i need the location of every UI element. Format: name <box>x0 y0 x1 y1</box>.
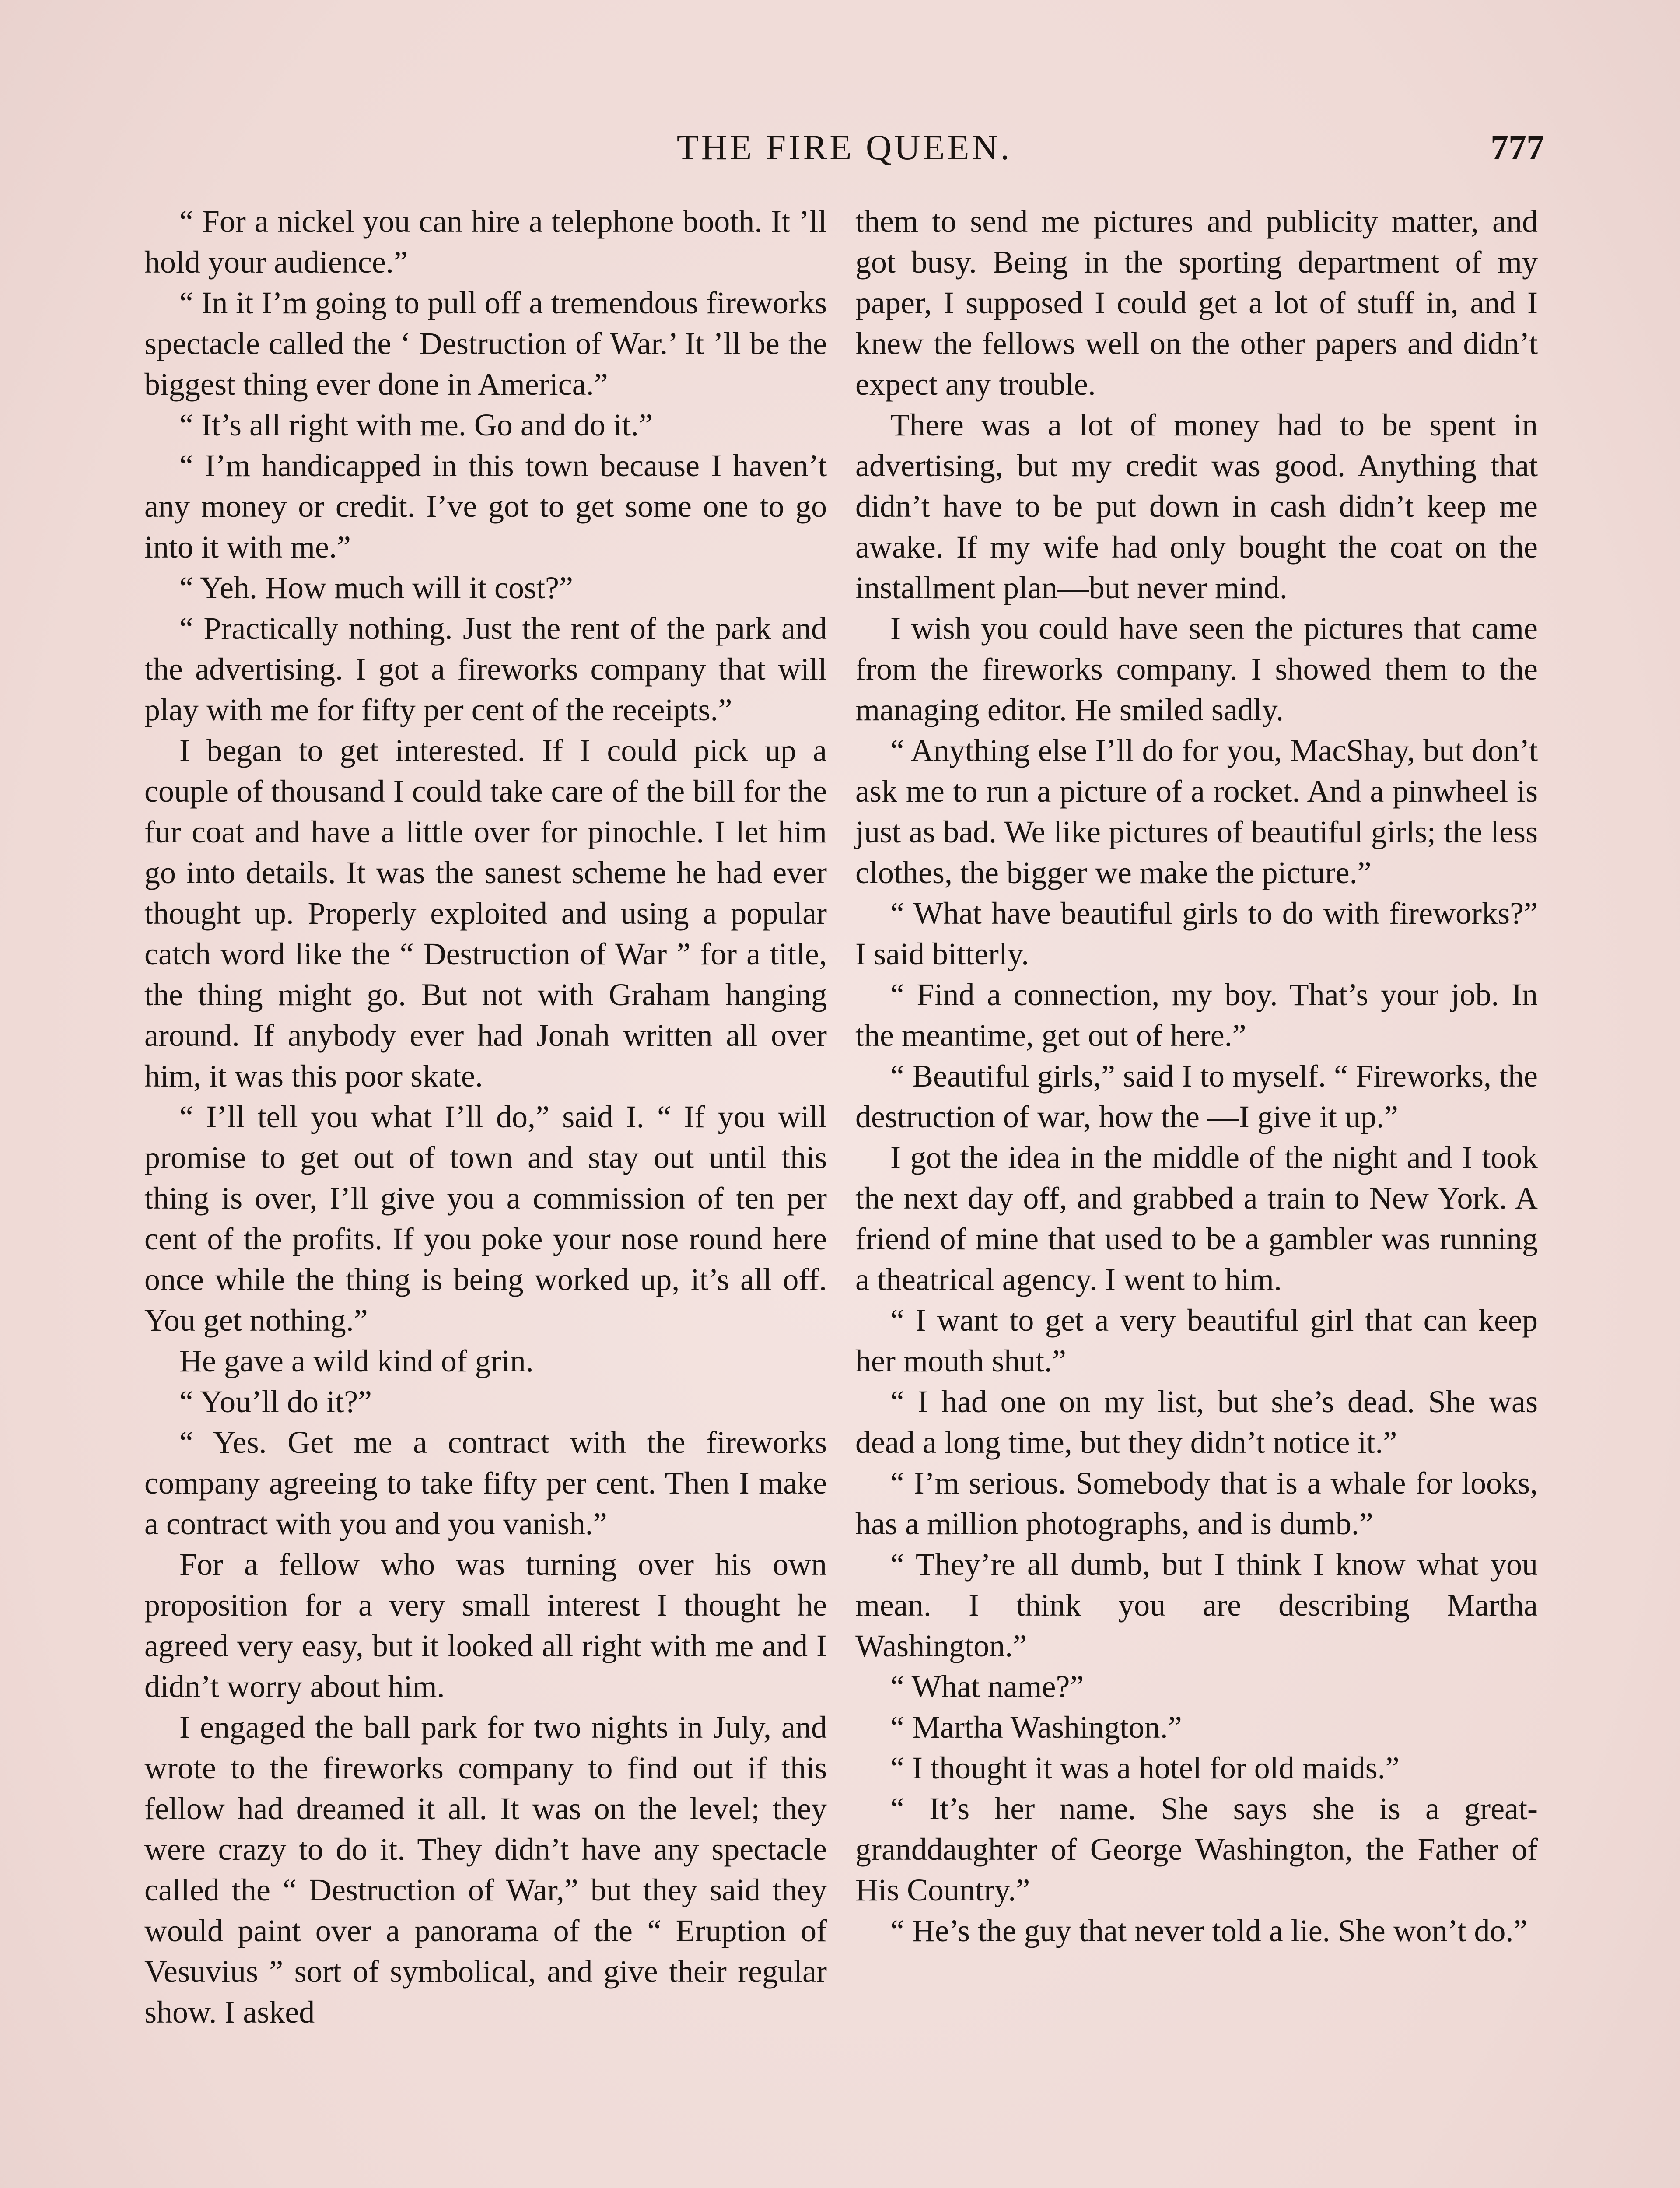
paragraph: “ Yes. Get me a contract with the fireworks company agreeing to take fifty per cent. Then I make a contract with you and you vanish.” <box>144 1425 827 1541</box>
right-column <box>855 201 1538 1951</box>
paragraph: “ I’m serious. Somebody that is a whale for looks, has a million photographs, and is dumb.” <box>855 1466 1538 1541</box>
left-column <box>144 201 827 2033</box>
paragraph: “ Find a connection, my boy. That’s your job. In the meantime, get out of here.” <box>855 977 1538 1053</box>
page-number: 777 <box>1491 127 1544 167</box>
paragraph: “ It’s her name. She says she is a great-granddaughter of George Washington, the Father of His Country.” <box>855 1791 1538 1907</box>
paragraph: For a fellow who was turning over his own proposition for a very small interest I thought he agreed very easy, but it looked all right with me and I didn’t worry about him. <box>144 1547 827 1704</box>
paragraph: “ In it I’m going to pull off a tremendous fireworks spectacle called the ‘ Destruction of War.’ It ’ll be the biggest thing ever done in America.” <box>144 285 827 402</box>
paragraph: “ For a nickel you can hire a telephone booth. It ’ll hold your audience.” <box>144 204 827 280</box>
paragraph: “ He’s the guy that never told a lie. She won’t do.” <box>890 1913 1528 1948</box>
paragraph: “ What name?” <box>890 1669 1084 1704</box>
paragraph: He gave a wild kind of grin. <box>179 1343 534 1378</box>
paragraph: “ Practically nothing. Just the rent of the park and the advertising. I got a fireworks company that will play with me for fifty per cent of the receipts.” <box>144 611 827 727</box>
paragraph: “ What have beautiful girls to do with fireworks?” I said bitterly. <box>855 896 1538 971</box>
page-header <box>144 127 1544 175</box>
paragraph: “ I’m handicapped in this town because I haven’t any money or credit. I’ve got to get some one to go into it with me.” <box>144 448 827 565</box>
paragraph: “ Beautiful girls,” said I to myself. “ Fireworks, the destruction of war, how the —I give it up.” <box>855 1059 1538 1134</box>
paragraph: “ It’s all right with me. Go and do it.” <box>179 407 653 442</box>
paragraph: “ Yeh. How much will it cost?” <box>179 570 573 605</box>
paragraph: “ I had one on my list, but she’s dead. She was dead a long time, but they didn’t notice it.” <box>855 1384 1538 1460</box>
paragraph: I wish you could have seen the pictures that came from the fireworks company. I showed them to the managing editor. He smiled sadly. <box>855 611 1538 727</box>
paragraph: I got the idea in the middle of the night and I took the next day off, and grabbed a train to New York. A friend of mine that used to be a gambler was running a theatrical agency. I went to him. <box>855 1140 1538 1297</box>
paragraph: “ Anything else I’ll do for you, MacShay, but don’t ask me to run a picture of a rocket. And a pinwheel is just as bad. We like pictures of beautiful girls; the less clothes, the bigger we make the picture.” <box>855 733 1538 890</box>
paragraph: There was a lot of money had to be spent in advertising, but my credit was good. Anything that didn’t have to be put down in cash didn’t keep me awake. If my wife had only bought the coat on the installment plan—but never mind. <box>855 407 1538 605</box>
paragraph: “ Martha Washington.” <box>890 1710 1182 1745</box>
paragraph: I engaged the ball park for two nights in July, and wrote to the fireworks company to find out if this fellow had dreamed it all. It was on the level; they were crazy to do it. They didn’t have any spectacle called the “ Destruction of War,” but they said they would paint over a panorama of the “ Eruption of Vesuvius ” sort of symbolical, and give their regular show. I asked <box>144 1710 827 2030</box>
paragraph: “ You’ll do it?” <box>179 1384 372 1419</box>
paragraph: “ They’re all dumb, but I think I know what you mean. I think you are describing Martha Washington.” <box>855 1547 1538 1663</box>
paragraph: “ I’ll tell you what I’ll do,” said I. “ If you will promise to get out of town and stay out until this thing is over, I’ll give you a commission of ten per cent of the profits. If you poke your nose round here once while the thing is being worked up, it’s all off. You get nothing.” <box>144 1099 827 1338</box>
running-head: THE FIRE QUEEN. <box>676 127 1012 167</box>
paragraph: “ I thought it was a hotel for old maids.” <box>890 1750 1400 1785</box>
paragraph: I began to get interested. If I could pick up a couple of thousand I could take care of the bill for the fur coat and have a little over for pinochle. I let him go into details. It was the sanest scheme he had ever thought up. Properly exploited and using a popular catch word like the “ Destruction of War ” for a title, the thing might go. But not with Graham hanging around. If anybody ever had Jonah written all over him, it was this poor skate. <box>144 733 827 1094</box>
paragraph: “ I want to get a very beautiful girl that can keep her mouth shut.” <box>855 1303 1538 1378</box>
paragraph-continued: them to send me pictures and publicity matter, and got busy. Being in the sporting department of my paper, I supposed I could get a lot of stuff in, and I knew the fellows well on the other papers and didn’t expect any trouble. <box>855 204 1538 402</box>
